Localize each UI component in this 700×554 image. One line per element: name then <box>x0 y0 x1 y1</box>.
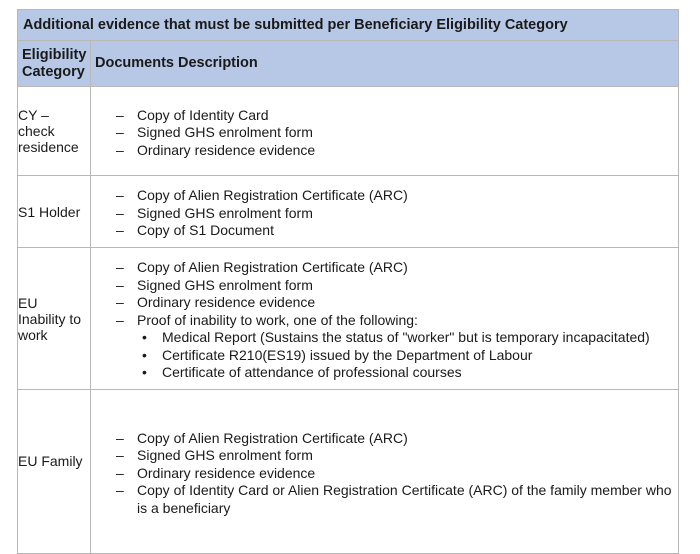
list-item: – Copy of S1 Document <box>91 222 678 240</box>
category-cell: EU Inability to work <box>18 248 91 390</box>
documents-cell <box>91 390 679 554</box>
documents-list <box>91 187 678 240</box>
list-item: – Ordinary residence evidence <box>91 294 678 312</box>
sub-list <box>137 329 678 382</box>
header-eligibility-category: Eligibility Category <box>18 41 91 87</box>
documents-cell <box>91 87 679 176</box>
list-item: – Signed GHS enrolment form <box>91 124 678 142</box>
documents-list <box>91 107 678 160</box>
list-item: – Copy of Identity Card or Alien Registration Certificate (ARC) of the family member who is a beneficiary <box>91 482 678 517</box>
list-item: – Ordinary residence evidence <box>91 142 678 160</box>
list-item: – Signed GHS enrolment form <box>91 205 678 223</box>
table-row <box>18 248 679 390</box>
header-documents-description: Documents Description <box>91 41 679 87</box>
category-cell: S1 Holder <box>18 176 91 248</box>
list-item: – Signed GHS enrolment form <box>91 277 678 295</box>
table-header-row <box>18 41 679 87</box>
documents-cell <box>91 176 679 248</box>
documents-list <box>91 430 678 518</box>
list-item: – Copy of Alien Registration Certificate (ARC) <box>91 430 678 448</box>
documents-cell <box>91 248 679 390</box>
list-item: – Ordinary residence evidence <box>91 465 678 483</box>
table-title-row <box>18 10 679 41</box>
table-row <box>18 390 679 554</box>
list-item: – Copy of Identity Card <box>91 107 678 125</box>
sub-list-item: • Medical Report (Sustains the status of "worker" but is temporary incapacitated) <box>137 329 678 347</box>
list-item: – Copy of Alien Registration Certificate (ARC) <box>91 259 678 277</box>
list-item: – Copy of Alien Registration Certificate (ARC) <box>91 187 678 205</box>
sub-list-item: • Certificate of attendance of professional courses <box>137 364 678 382</box>
table-row <box>18 87 679 176</box>
list-item: – Signed GHS enrolment form <box>91 447 678 465</box>
category-cell: CY – check residence <box>18 87 91 176</box>
table-row <box>18 176 679 248</box>
category-cell: EU Family <box>18 390 91 554</box>
documents-list <box>91 259 678 382</box>
table-title: Additional evidence that must be submitted per Beneficiary Eligibility Category <box>18 10 679 41</box>
evidence-table <box>17 9 679 554</box>
list-item <box>91 312 678 382</box>
list-item-text: Proof of inability to work, one of the following: <box>137 311 418 328</box>
sub-list-item: • Certificate R210(ES19) issued by the Department of Labour <box>137 347 678 365</box>
